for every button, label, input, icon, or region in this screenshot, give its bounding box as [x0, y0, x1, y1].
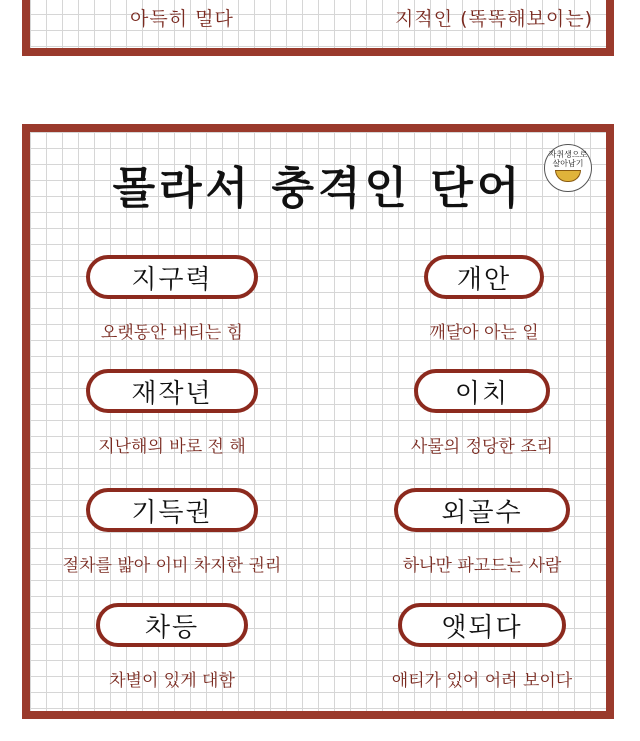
word-meaning: 절차를 밟아 이미 차지한 권리 — [62, 556, 282, 576]
word-meaning: 애티가 있어 어려 보이다 — [391, 671, 573, 691]
badge-text-line-1: 자취생으로 — [548, 150, 588, 159]
badge-text-line-2: 살아남기 — [552, 159, 584, 168]
word-meaning: 오랫동안 버티는 힘 — [100, 323, 244, 343]
word-pill: 앳되다 — [398, 603, 566, 647]
word-pill: 재작년 — [86, 369, 258, 413]
word-pill: 외골수 — [394, 488, 570, 532]
word-pill: 지구력 — [86, 255, 258, 299]
word-pill: 개안 — [424, 255, 544, 299]
card-title: 몰라서 충격인 단어 — [112, 163, 524, 214]
word-meaning: 사물의 정당한 조리 — [410, 437, 554, 457]
word-meaning: 차별이 있게 대함 — [109, 671, 235, 691]
word-meaning: 하나만 파고드는 사람 — [402, 556, 562, 576]
word-pill: 차등 — [96, 603, 248, 647]
word-meaning: 지난해의 바로 전 해 — [98, 437, 246, 457]
previous-card-left-text: 아득히 멀다 — [130, 8, 234, 30]
previous-card-right-text: 지적인 (똑똑해보이는) — [395, 8, 594, 30]
word-meaning: 깨달아 아는 일 — [429, 323, 539, 343]
bowl-icon — [555, 170, 581, 182]
word-pill: 기득권 — [86, 488, 258, 532]
vocabulary-card — [22, 124, 614, 719]
previous-card — [22, 0, 614, 56]
brand-badge — [544, 144, 592, 192]
word-pill: 이치 — [414, 369, 550, 413]
